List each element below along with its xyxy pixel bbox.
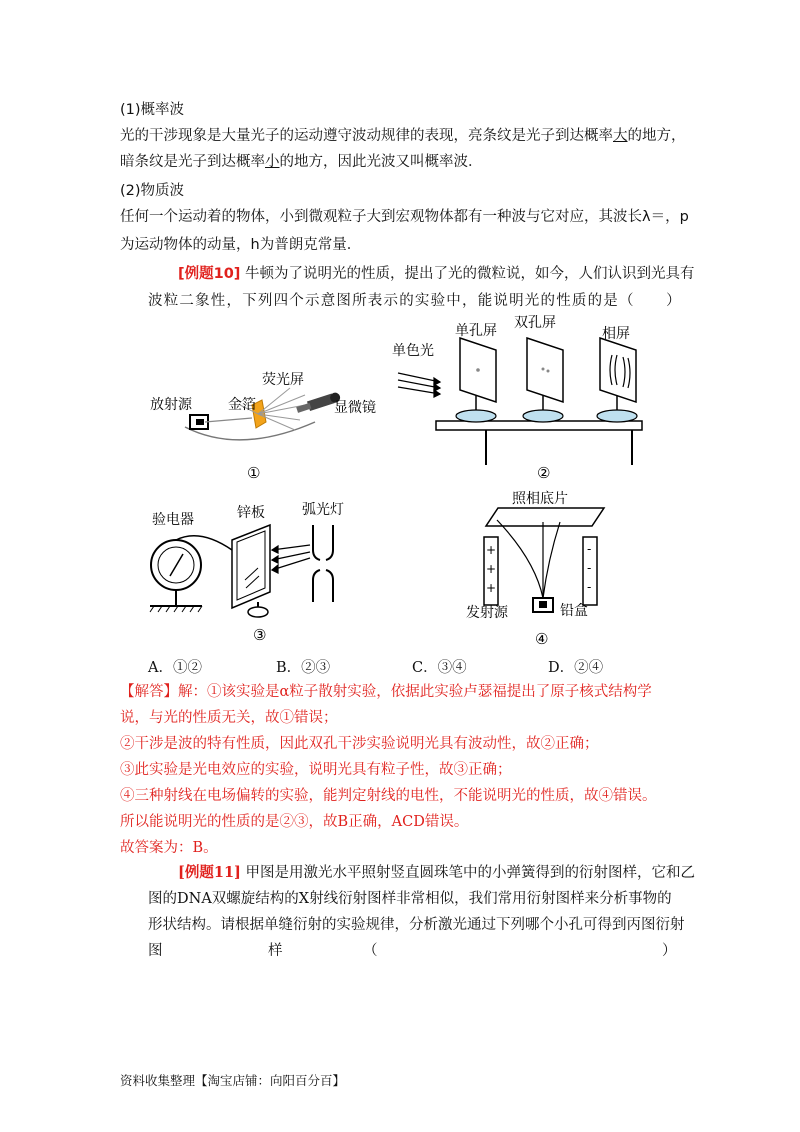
figure-4 xyxy=(466,490,604,648)
ex11-line1: [例题11] 甲图是用激光水平照射竖直圆珠笔中的小弹簧得到的衍射图样，它和乙 xyxy=(178,864,696,881)
fig4-box-label: 铅盒 xyxy=(560,603,588,619)
fig2-screen2-label: 双孔屏 xyxy=(514,315,556,331)
option-b: B．②③ xyxy=(276,660,331,676)
answer-line-3: ②干涉是波的特有性质，因此双孔干涉实验说明光具有波动性，故②正确； xyxy=(120,736,599,752)
fig4-number: ④ xyxy=(535,630,549,648)
ex11-line4a: 图 xyxy=(148,943,163,959)
sec2-heading: (2)物质波 xyxy=(120,183,185,199)
option-c: C．③④ xyxy=(412,660,467,676)
fig4-minus-1: - xyxy=(587,542,592,556)
fig4-film-label: 照相底片 xyxy=(512,491,568,507)
sec1-heading: (1)概率波 xyxy=(120,102,185,118)
fig3-number: ③ xyxy=(253,626,267,644)
fig3-lamp-label: 弧光灯 xyxy=(302,502,344,518)
figure-3 xyxy=(150,501,344,644)
fig2-screen3-label: 相屏 xyxy=(602,326,630,342)
sec1-para-line2: 暗条纹是光子到达概率小的地方，因此光波又叫概率波． xyxy=(120,154,483,170)
fig1-source-label: 放射源 xyxy=(150,397,192,413)
fig4-plus-3: + xyxy=(486,581,497,595)
ex10-line1: [例题10] 牛顿为了说明光的性质，提出了光的微粒说，如今，人们认识到光具有 xyxy=(178,266,695,282)
sec2-para-line1: 任何一个运动着的物体，小到微观粒子大到宏观物体都有一种波与它对应，其波长λ＝，p xyxy=(120,209,689,225)
fig4-minus-2: - xyxy=(587,561,592,575)
answer-line-4: ③此实验是光电效应的实验，说明光具有粒子性，故③正确； xyxy=(120,762,512,778)
figure-2 xyxy=(392,314,642,482)
fig4-source-label: 发射源 xyxy=(466,605,508,621)
ex11-line2: 图的DNA双螺旋结构的X射线衍射图样非常相似，我们常用衍射图样来分析事物的 xyxy=(148,891,672,907)
option-a: A．①② xyxy=(148,660,202,676)
answer-line-7: 故答案为：B。 xyxy=(120,840,218,856)
fig2-screen1-label: 单孔屏 xyxy=(455,323,497,339)
fig1-number: ① xyxy=(247,464,261,482)
footer-text: 资料收集整理【淘宝店铺：向阳百分百】 xyxy=(120,1073,346,1088)
fig1-scope-label: 显微镜 xyxy=(334,400,376,416)
fig4-plus-1: + xyxy=(486,543,497,557)
fig2-number: ② xyxy=(537,464,551,482)
option-d: D．②④ xyxy=(548,660,604,676)
sec2-para-line2: 为运动物体的动量，h为普朗克常量． xyxy=(120,237,362,253)
figure-1 xyxy=(150,371,376,482)
fig2-light-label: 单色光 xyxy=(392,343,434,359)
fig4-plus-2: + xyxy=(486,562,497,576)
ex11-line4c: （ xyxy=(363,943,378,959)
fig4-minus-3: - xyxy=(587,580,592,594)
ex10-figures xyxy=(0,310,800,650)
sec1-para-line1: 光的干涉现象是大量光子的运动遵守波动规律的表现，亮条纹是光子到达概率大的地方， xyxy=(120,128,686,144)
answer-line-1: 【解答】解：①该实验是α粒子散射实验，依据此实验卢瑟福提出了原子核式结构学 xyxy=(120,684,652,700)
fig3-meter-label: 验电器 xyxy=(152,512,194,528)
ex11-line4d: ） xyxy=(662,943,677,959)
answer-line-5: ④三种射线在电场偏转的实验，能判定射线的电性，不能说明光的性质，故④错误。 xyxy=(120,788,657,804)
ex11-line4b: 样 xyxy=(268,943,283,959)
answer-line-2: 说，与光的性质无关，故①错误； xyxy=(120,710,338,726)
fig1-screen-label: 荧光屏 xyxy=(262,372,304,388)
ex11-line3: 形状结构。请根据单缝衍射的实验规律，分析激光通过下列哪个小孔可得到丙图衍射 xyxy=(148,917,685,933)
fig3-plate-label: 锌板 xyxy=(237,505,265,521)
ex10-line2: 波粒二象性，下列四个示意图所表示的实验中，能说明光的性质的是（ ） xyxy=(148,293,682,309)
answer-line-6: 所以能说明光的性质的是②③，故B正确，ACD错误。 xyxy=(120,814,469,830)
fig1-foil-label: 金箔 xyxy=(228,397,256,413)
